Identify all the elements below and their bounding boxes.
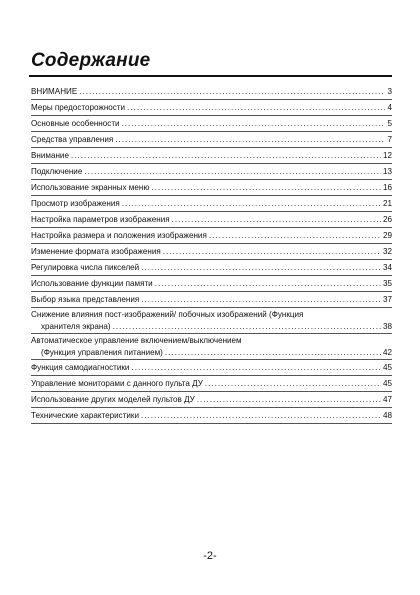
toc-line bbox=[31, 346, 392, 359]
toc-leader-dots bbox=[172, 212, 381, 227]
toc-entry[interactable] bbox=[31, 244, 392, 260]
toc-entry-title: Изменение формата изображения bbox=[31, 247, 161, 256]
toc-page-number: 47 bbox=[382, 395, 392, 404]
toc-entry[interactable] bbox=[31, 196, 392, 212]
toc-line bbox=[31, 148, 392, 163]
toc-page-number: 38 bbox=[382, 322, 392, 331]
toc-page-number: 13 bbox=[382, 167, 392, 176]
toc-page-number: 48 bbox=[382, 411, 392, 420]
toc-entry-title: Внимание bbox=[31, 151, 69, 160]
toc-line bbox=[31, 212, 392, 227]
toc-leader-dots bbox=[155, 276, 381, 291]
toc-entry[interactable] bbox=[31, 376, 392, 392]
toc-entry[interactable] bbox=[31, 100, 392, 116]
toc-entry-title: Настройка размера и положения изображения bbox=[31, 231, 207, 240]
toc-page-number: 29 bbox=[382, 231, 392, 240]
toc-entry[interactable] bbox=[31, 180, 392, 196]
title-underline bbox=[29, 75, 392, 77]
toc-line bbox=[31, 408, 392, 423]
toc-page-number: 42 bbox=[382, 348, 392, 357]
toc-entry-title: Использование функции памяти bbox=[31, 279, 153, 288]
toc-line bbox=[31, 276, 392, 291]
toc-entry-title: Использование других моделей пультов ДУ bbox=[31, 395, 195, 404]
toc-page-number: 35 bbox=[382, 279, 392, 288]
toc-leader-dots bbox=[122, 196, 381, 211]
toc-entry[interactable] bbox=[31, 84, 392, 100]
toc-line bbox=[31, 132, 392, 147]
toc-leader-dots bbox=[71, 148, 381, 163]
toc-line bbox=[31, 360, 392, 375]
toc-line bbox=[31, 392, 392, 407]
toc-line bbox=[31, 180, 392, 195]
toc-leader-dots bbox=[209, 228, 381, 243]
page-number: -2- bbox=[203, 550, 217, 562]
toc-leader-dots bbox=[205, 376, 381, 391]
toc-page-number: 5 bbox=[387, 119, 392, 128]
toc-entry[interactable] bbox=[31, 360, 392, 376]
toc-line bbox=[31, 335, 392, 346]
page-title: Содержание bbox=[31, 50, 151, 71]
toc-entry-title: Настройка параметров изображения bbox=[31, 215, 170, 224]
toc-line bbox=[31, 260, 392, 275]
toc-entry[interactable] bbox=[31, 164, 392, 180]
toc-entry[interactable] bbox=[31, 148, 392, 164]
toc-page-number: 7 bbox=[387, 135, 392, 144]
toc-entry-title: Управление мониторами с данного пульта ДУ bbox=[31, 379, 203, 388]
toc-page-number: 4 bbox=[387, 103, 392, 112]
toc-page-number: 34 bbox=[382, 263, 392, 272]
toc-line bbox=[31, 292, 392, 307]
toc-entry-title: Просмотр изображения bbox=[31, 199, 120, 208]
toc-leader-dots bbox=[197, 392, 381, 407]
toc-leader-dots bbox=[131, 360, 381, 375]
toc-leader-dots bbox=[127, 100, 385, 115]
toc-entry-title: хранителя экрана) bbox=[41, 322, 111, 331]
toc-entry[interactable] bbox=[31, 276, 392, 292]
toc-entry-title: Средства управления bbox=[31, 135, 114, 144]
toc-entry[interactable] bbox=[31, 228, 392, 244]
toc-line bbox=[31, 309, 392, 320]
toc-leader-dots bbox=[151, 180, 381, 195]
toc-entry-title: Меры предосторожности bbox=[31, 103, 126, 112]
toc-entry-title: Автоматическое управление включением/выключением bbox=[31, 336, 242, 345]
toc-page-number: 12 bbox=[382, 151, 392, 160]
toc-line bbox=[31, 84, 392, 99]
toc-leader-dots bbox=[79, 84, 385, 99]
toc-page-number: 45 bbox=[382, 363, 392, 372]
table-of-contents bbox=[31, 84, 392, 424]
toc-entry-title: Основные особенности bbox=[31, 119, 120, 128]
toc-entry[interactable] bbox=[31, 132, 392, 148]
toc-page-number: 45 bbox=[382, 379, 392, 388]
toc-entry[interactable] bbox=[31, 116, 392, 132]
toc-leader-dots bbox=[141, 292, 381, 307]
toc-leader-dots bbox=[122, 116, 386, 131]
toc-leader-dots bbox=[141, 260, 381, 275]
toc-entry-title: Функция самодиагностики bbox=[31, 363, 130, 372]
toc-entry-title: Использование экранных меню bbox=[31, 183, 150, 192]
toc-entry-title: Подключение bbox=[31, 167, 83, 176]
toc-entry[interactable] bbox=[31, 309, 392, 334]
toc-line bbox=[31, 244, 392, 259]
toc-entry[interactable] bbox=[31, 392, 392, 408]
toc-line bbox=[31, 116, 392, 131]
toc-entry[interactable] bbox=[31, 335, 392, 360]
toc-page-number: 3 bbox=[387, 87, 392, 96]
toc-page-number: 21 bbox=[382, 199, 392, 208]
toc-leader-dots bbox=[165, 346, 381, 359]
toc-leader-dots bbox=[113, 320, 381, 333]
toc-line bbox=[31, 320, 392, 333]
toc-leader-dots bbox=[141, 408, 381, 423]
toc-entry-title: (Функция управления питанием) bbox=[41, 348, 163, 357]
toc-leader-dots bbox=[163, 244, 381, 259]
toc-leader-dots bbox=[84, 164, 381, 179]
toc-entry-title: ВНИМАНИЕ bbox=[31, 87, 78, 96]
toc-page-number: 32 bbox=[382, 247, 392, 256]
toc-page-number: 16 bbox=[382, 183, 392, 192]
toc-entry[interactable] bbox=[31, 260, 392, 276]
toc-line bbox=[31, 196, 392, 211]
toc-page-number: 26 bbox=[382, 215, 392, 224]
toc-entry-title: Технические характеристики bbox=[31, 411, 139, 420]
toc-entry-title: Выбор языка представления bbox=[31, 295, 140, 304]
toc-entry-title: Регулировка числа пикселей bbox=[31, 263, 140, 272]
toc-line bbox=[31, 228, 392, 243]
toc-entry[interactable] bbox=[31, 408, 392, 424]
toc-line bbox=[31, 164, 392, 179]
toc-entry[interactable] bbox=[31, 292, 392, 308]
toc-line bbox=[31, 100, 392, 115]
toc-leader-dots bbox=[115, 132, 385, 147]
toc-page-number: 37 bbox=[382, 295, 392, 304]
toc-entry-title: Снижение влияния пост-изображений/ побочных изображений (Функция bbox=[31, 310, 304, 319]
toc-line bbox=[31, 376, 392, 391]
toc-entry[interactable] bbox=[31, 212, 392, 228]
